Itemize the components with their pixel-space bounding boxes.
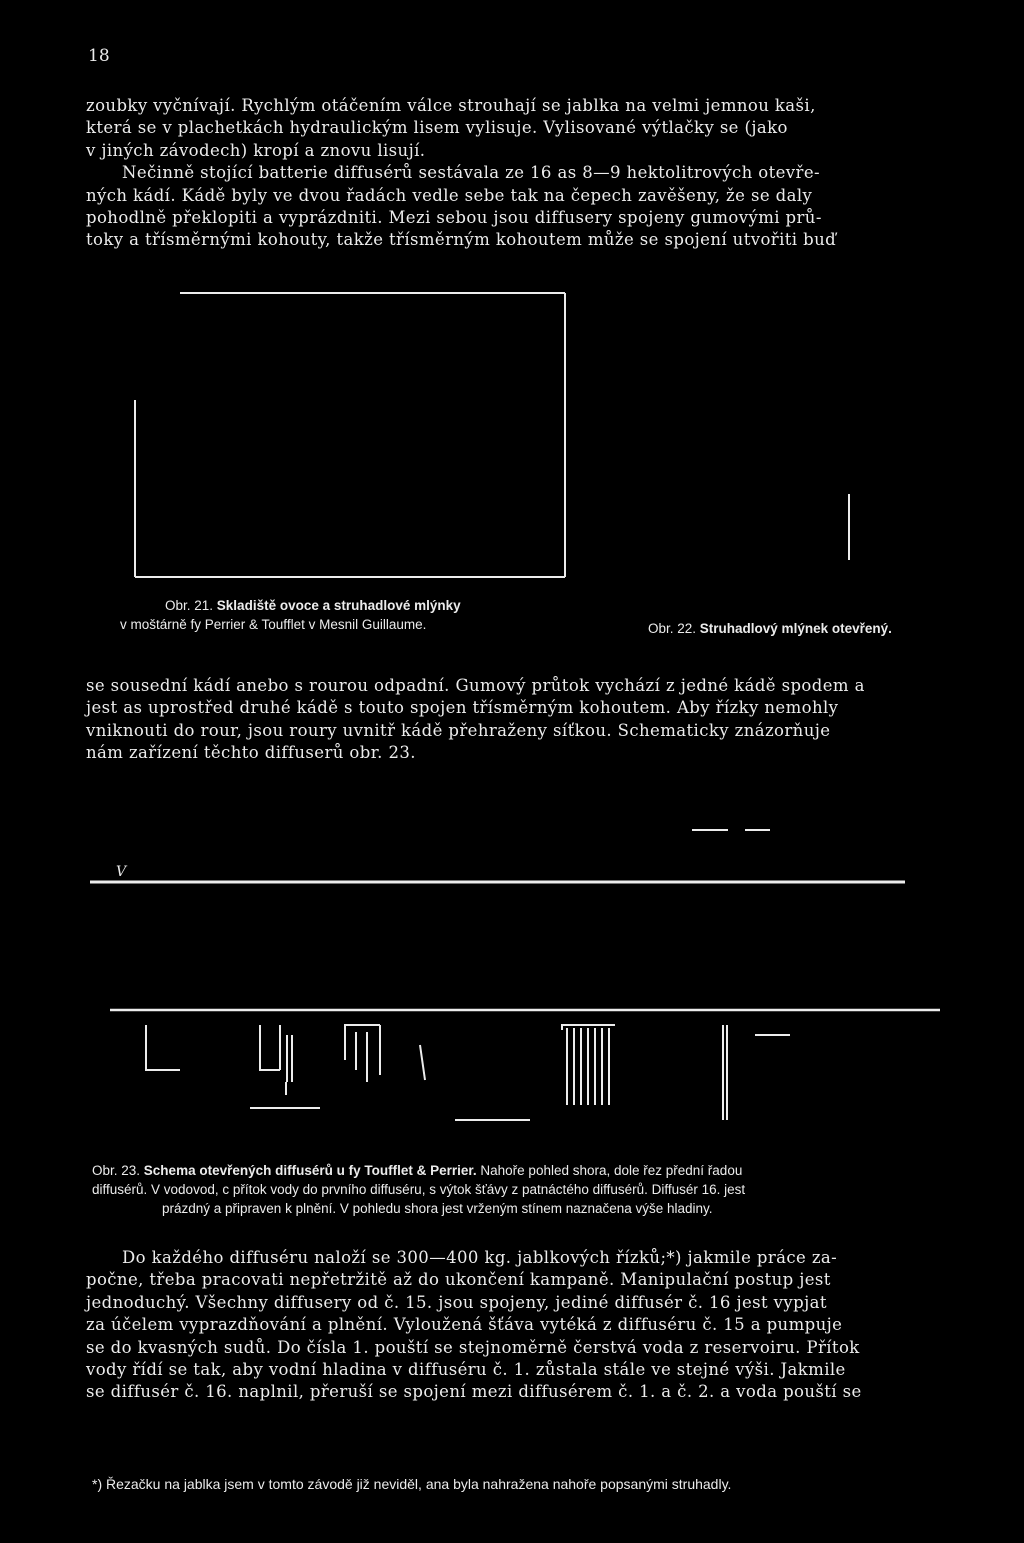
figure-21 [120,285,580,585]
figure-23 [80,820,960,1160]
text-line: vniknouti do rour, jsou roury uvnitř kádě přehraženy síťkou. Schematicky znázorňuje [86,720,831,740]
page-number: 18 [88,46,110,66]
text-line: nám zařízení těchto diffuserů obr. 23. [86,743,416,763]
text-line: jest as uprostřed druhé kádě s touto spojen třísměrným kohoutem. Aby řízky nemohly [86,698,839,718]
paragraph-1 [86,95,954,252]
paragraph-3 [86,1247,954,1404]
caption-title: Struhadlový mlýnek otevřený. [699,621,892,636]
text-line: se do kvasných sudů. Do čísla 1. pouští se stejnoměrně čerstvá voda z reservoiru. Přítok [86,1337,860,1357]
figure-22 [840,490,860,570]
figure-22-caption [648,619,892,638]
footnote: *) Řezačku na jablka jsem v tomto závodě již neviděl, ana byla nahražena nahoře popsanými struhadly. [92,1476,732,1492]
text-line: ných kádí. Kádě byly ve dvou řadách vedle sebe tak na čepech zavěšeny, že se daly [86,185,813,205]
text-line: vody řídí se tak, aby vodní hladina v diffuséru č. 1. zůstala stále ve stejné výši. Jakmile [86,1360,846,1380]
caption-title: Schema otevřených diffusérů u fy Toufflet & Perrier. [143,1163,477,1178]
text-line: se diffusér č. 16. naplnil, přeruší se spojení mezi diffusérem č. 1. a č. 2. a voda pouští se [86,1382,862,1402]
caption-label: Obr. 21. [165,598,214,613]
water-supply-mark: V [116,864,127,880]
caption-line: diffusérů. V vodovod, c přítok vody do prvního diffuséru, s výtok šťávy z patnáctého diffusérů. Diffusér 16. jest [92,1182,746,1197]
figure-21-caption [120,596,461,634]
caption-title: Skladiště ovoce a struhadlové mlýnky [216,598,461,613]
paragraph-2 [86,675,954,765]
figure-23-caption [92,1161,745,1218]
caption-label: Obr. 22. [648,621,697,636]
caption-line: v moštárně fy Perrier & Toufflet v Mesnil Guillaume. [120,617,427,632]
text-line: za účelem vyprazdňování a plnění. Vyloužená šťáva vytéká z diffuséru č. 15 a pumpuje [86,1315,843,1335]
text-line: se sousední kádí anebo s rourou odpadní. Gumový průtok vychází z jedné kádě spodem a [86,676,865,695]
caption-line: prázdný a připraven k plnění. V pohledu shora jest vrženým stínem naznačena výše hladiny. [162,1201,713,1216]
text-line: počne, třeba pracovati nepřetržitě až do ukončení kampaně. Manipulační postup jest [86,1270,831,1290]
caption-label: Obr. 23. [92,1163,141,1178]
text-line: pohodlně překlopiti a vyprázdniti. Mezi sebou jsou diffusery spojeny gumovými prů- [86,208,822,228]
text-line: toky a třísměrnými kohouty, takže třísměrným kohoutem může se spojení utvořiti buď [86,230,837,250]
text-line: Nečinně stojící batterie diffusérů sestávala ze 16 as 8—9 hektolitrových otevře- [122,163,820,183]
text-line: která se v plachetkách hydraulickým lisem vylisuje. Vylisované výtlačky se (jako [86,118,788,138]
caption-line: Nahoře pohled shora, dole řez přední řadou [480,1163,743,1178]
text-line: jednoduchý. Všechny diffusery od č. 15. jsou spojeny, jediné diffusér č. 16 jest vypjat [86,1292,827,1312]
text-line: Do každého diffuséru naloží se 300—400 kg. jablkových řízků;*) jakmile práce za- [122,1248,838,1267]
text-line: v jiných závodech) kropí a znovu lisují. [86,140,426,160]
text-line: zoubky vyčnívají. Rychlým otáčením válce strouhají se jablka na velmi jemnou kaši, [86,96,816,115]
